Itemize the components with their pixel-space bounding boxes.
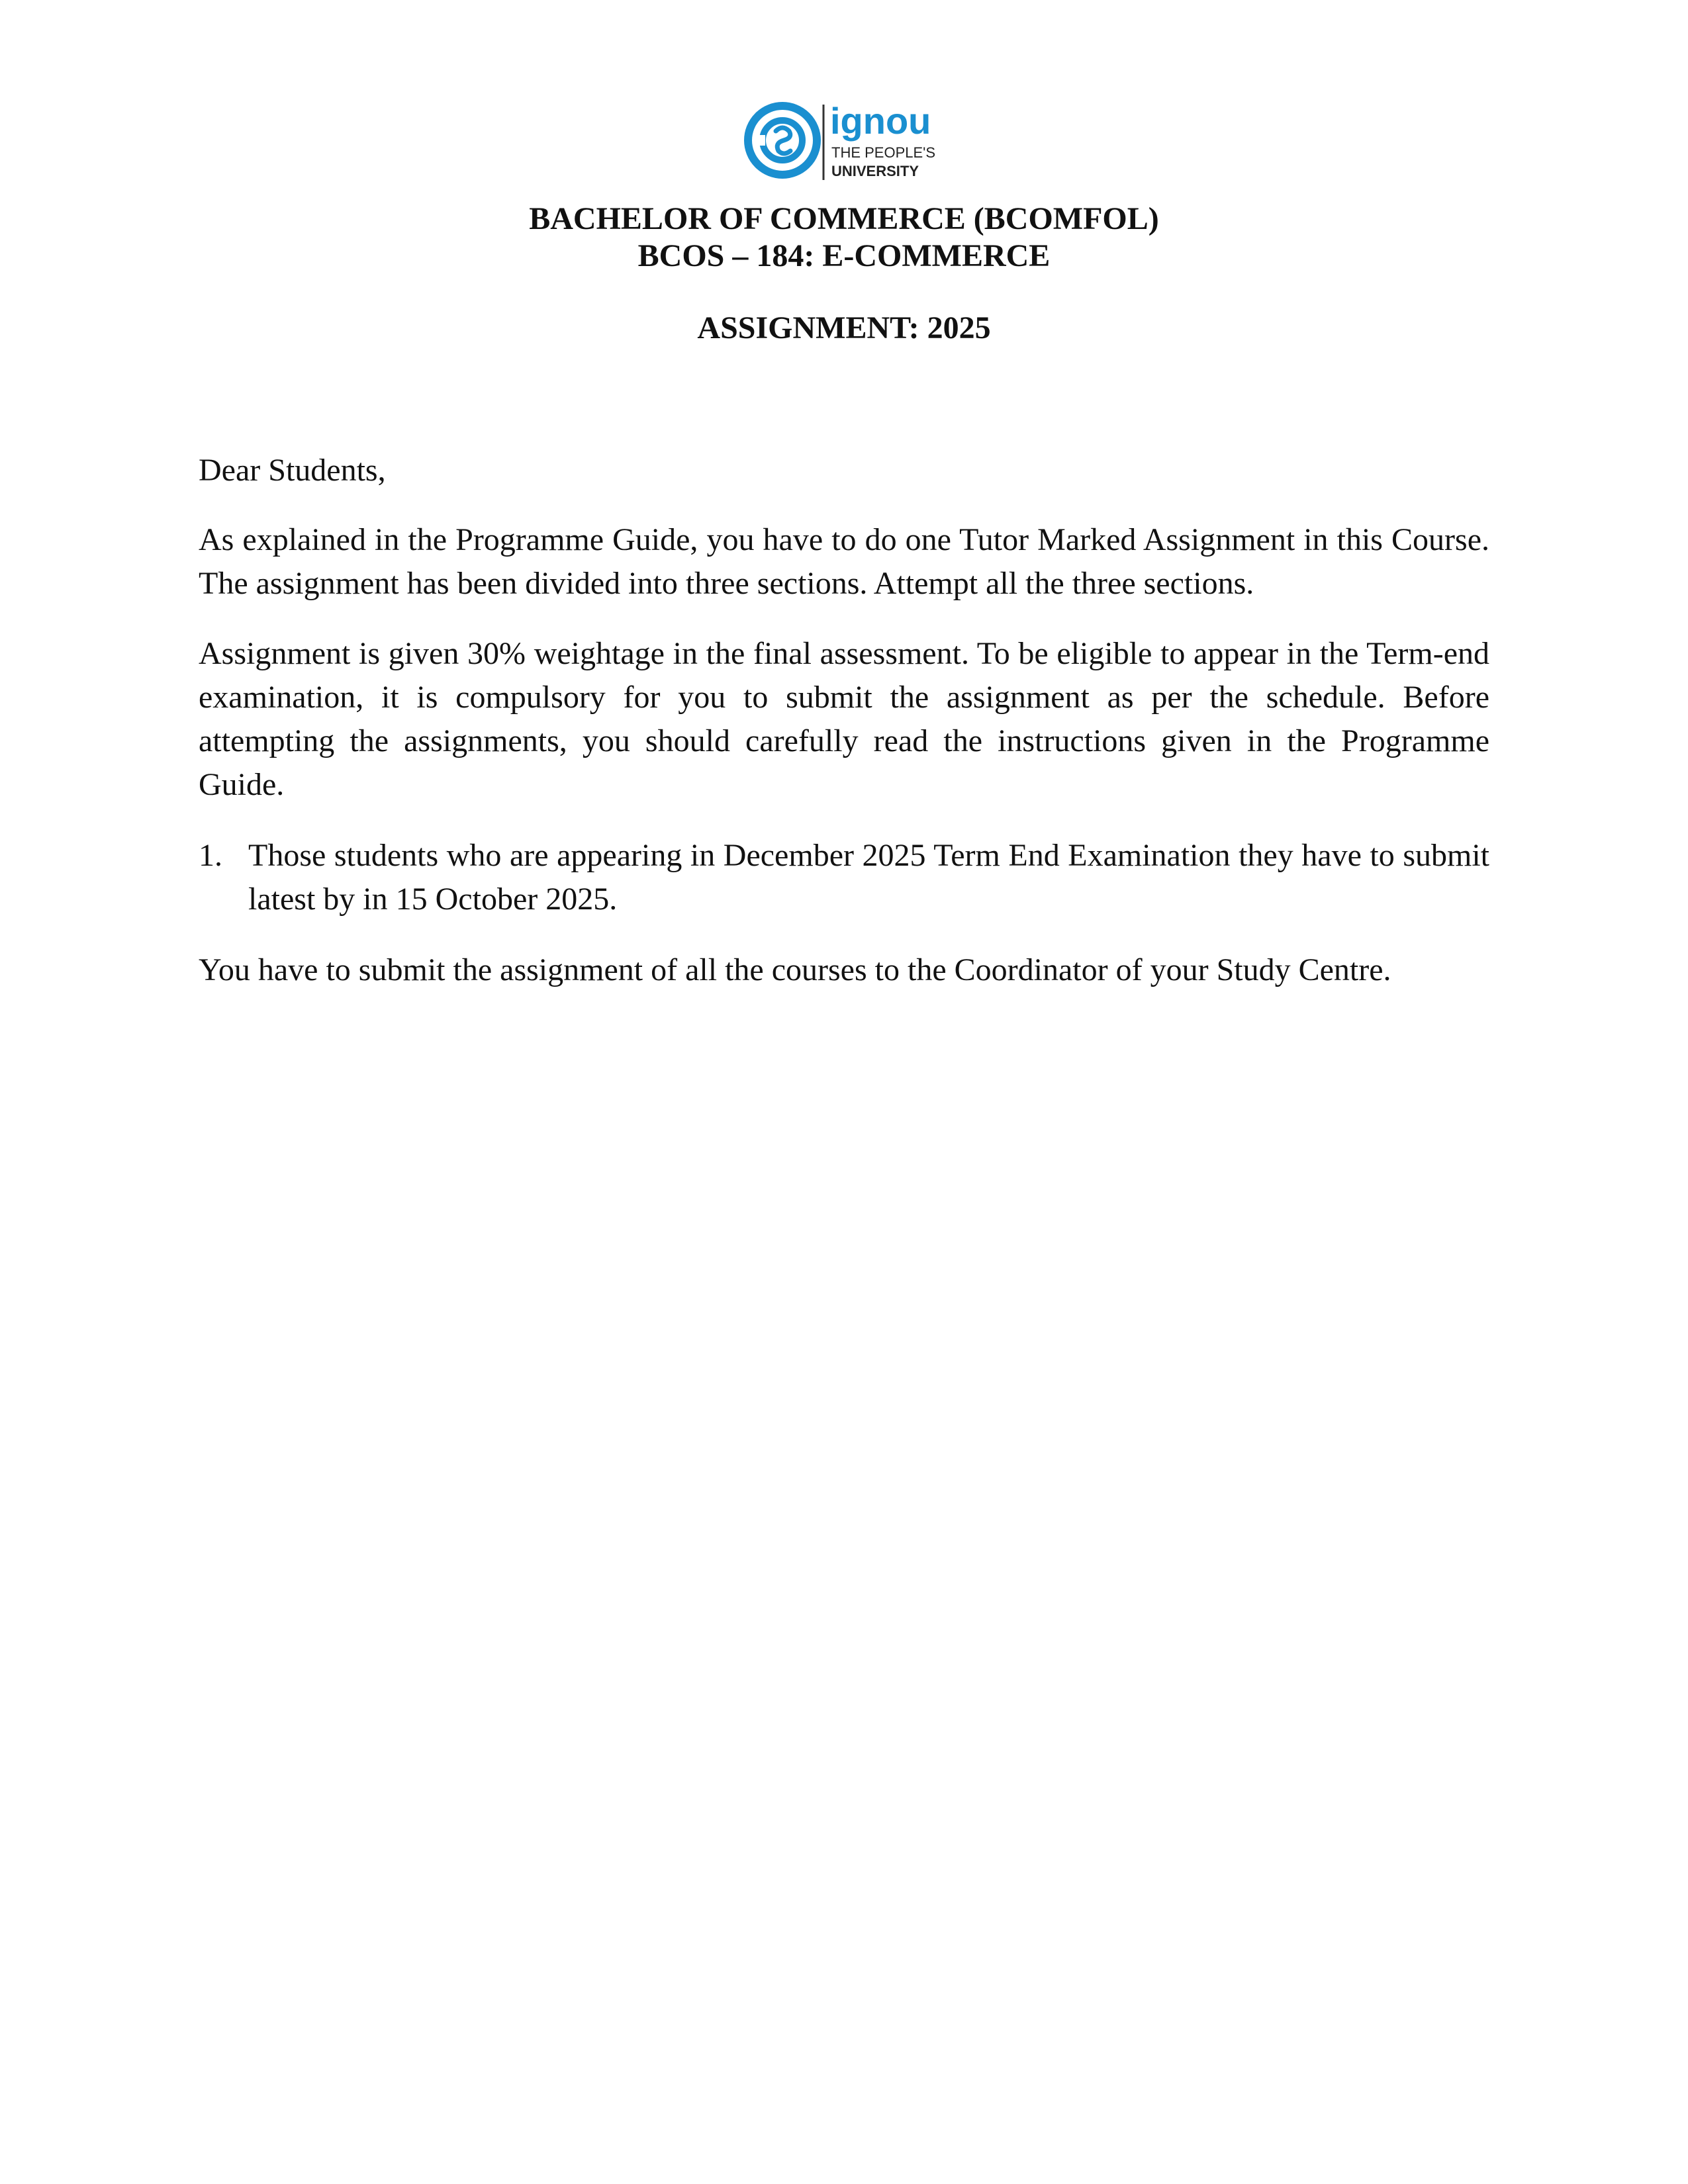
- submission-paragraph: You have to submit the assignment of all the courses to the Coordinator of your Study Centre.: [199, 952, 1391, 987]
- programme-title: BACHELOR OF COMMERCE (BCOMFOL): [529, 201, 1159, 236]
- weightage-paragraph: Assignment is given 30% weightage in the final assessment. To be eligible to appear in the Term-end examination, it is compulsory for you to submit the assignment as per the schedule. Before attempting the assignments, you should carefully read the instructions given in the Programme Guide.: [199, 636, 1489, 802]
- salutation: Dear Students,: [199, 453, 386, 488]
- list-item-number: 1.: [199, 838, 222, 873]
- assignment-year-title: ASSIGNMENT: 2025: [697, 310, 991, 345]
- logo-wordmark: ignou: [830, 100, 931, 142]
- ignou-logo: [740, 99, 939, 185]
- course-title: BCOS – 184: E-COMMERCE: [637, 238, 1051, 273]
- intro-paragraph: As explained in the Programme Guide, you have to do one Tutor Marked Assignment in this Course. The assignment has been divided into three sections. Attempt all the three sections.: [199, 522, 1489, 601]
- logo-tagline-line2: UNIVERSITY: [831, 163, 919, 179]
- ignou-logo-icon: [740, 99, 939, 185]
- logo-tagline-line1: THE PEOPLE'S: [831, 144, 936, 161]
- list-item-text: Those students who are appearing in December 2025 Term End Examination they have to submit latest by in 15 October 2025.: [248, 838, 1489, 917]
